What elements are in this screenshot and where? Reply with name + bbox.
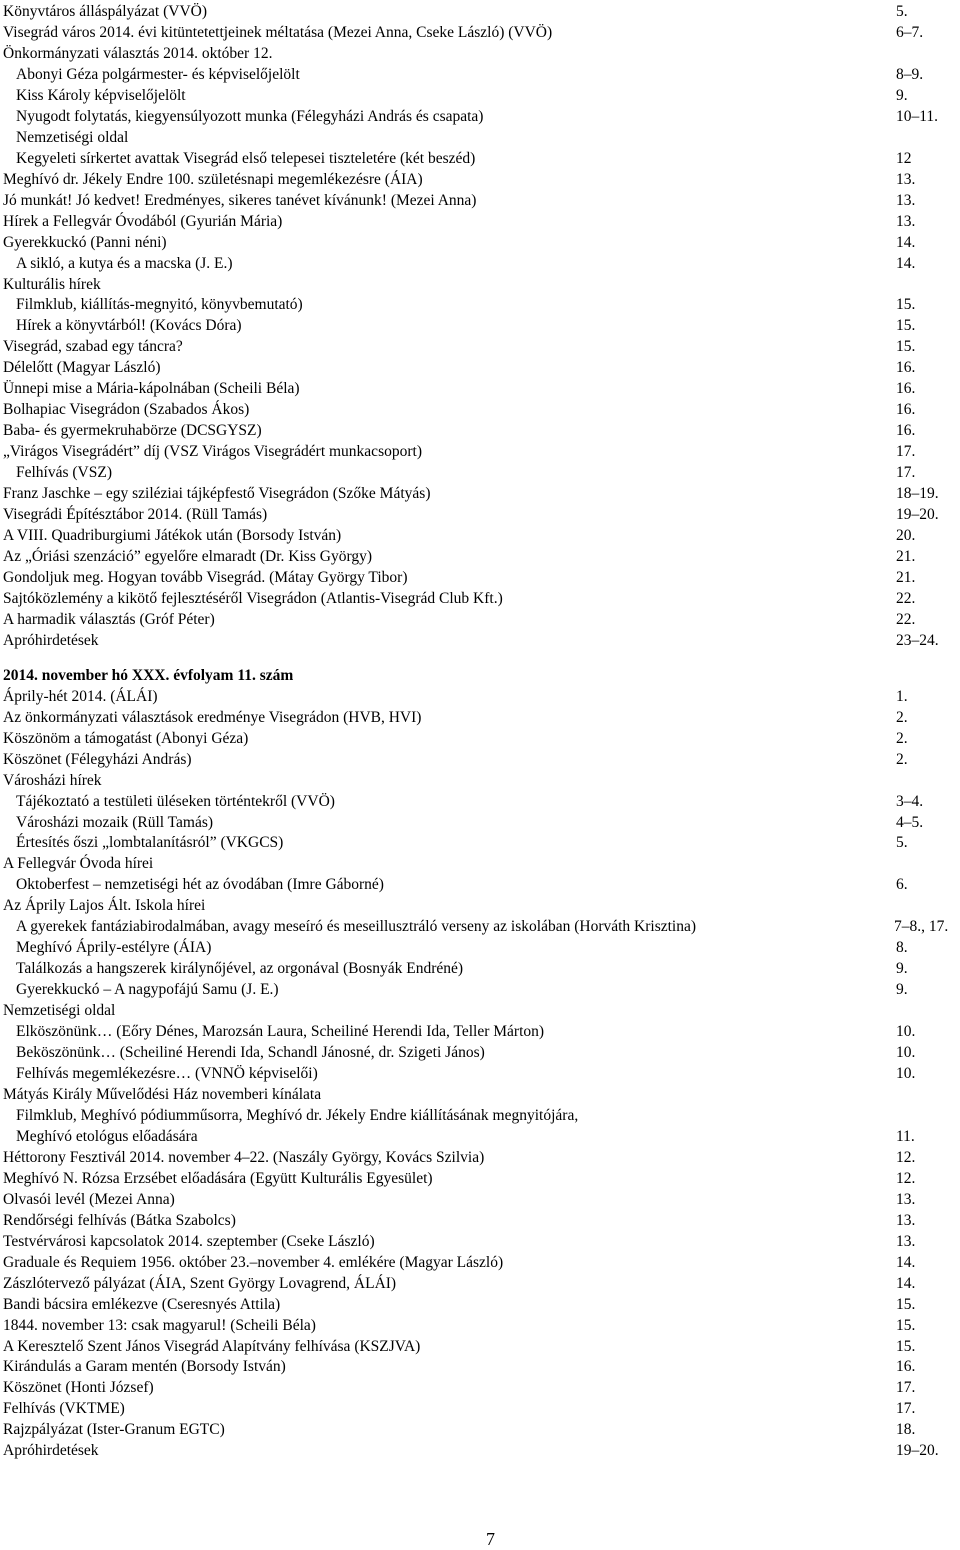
toc-entry-title: Az önkormányzati választások eredménye Visegrádon (HVB, HVI) <box>3 708 422 726</box>
toc-entry <box>0 547 960 567</box>
toc-entry <box>0 917 960 937</box>
toc-entry-title: Oktoberfest – nemzetiségi hét az óvodában (Imre Gáborné) <box>16 876 384 894</box>
toc-entry-title: Ünnepi mise a Mária-kápolnában (Scheili Béla) <box>3 380 300 398</box>
toc-entry-page: 8. <box>896 939 908 957</box>
toc-entry-title: Délelőtt (Magyar László) <box>3 359 161 377</box>
toc-entry-page: 19–20. <box>896 1442 939 1460</box>
toc-entry-page: 8–9. <box>896 65 924 83</box>
toc-entry <box>0 833 960 853</box>
toc-entry-page: 16. <box>896 359 916 377</box>
toc-entry-page: 10–11. <box>896 107 939 125</box>
toc-entry <box>0 1106 960 1126</box>
toc-entry <box>0 254 960 274</box>
toc-entry-page: 13. <box>896 212 916 230</box>
toc-entry-page: 16. <box>896 380 916 398</box>
toc-entry-title: Felhívás (VSZ) <box>16 464 113 482</box>
toc-entry <box>0 421 960 441</box>
toc-entry-page: 19–20. <box>896 506 939 523</box>
toc-entry-title: Felhívás (VKTME) <box>3 1400 125 1418</box>
toc-entry-title: Köszönet (Honti József) <box>3 1379 154 1397</box>
toc-entry-page: 21. <box>896 568 916 586</box>
toc-entry-title: Bolhapiac Visegrádon (Szabados Ákos) <box>3 401 250 419</box>
toc-entry-title: Olvasói levél (Mezei Anna) <box>3 1190 175 1208</box>
toc-entry-title: Köszönet (Félegyházi András) <box>3 750 192 768</box>
toc-entry-page: 21. <box>896 548 916 565</box>
toc-entry-page: 13. <box>896 170 916 188</box>
toc-entry-title: Az „Óriási szenzáció” egyelőre elmaradt (Dr. Kiss György) <box>3 548 372 565</box>
toc-entry-title: Tájékoztató a testületi üléseken történtekről (VVÖ) <box>16 792 335 810</box>
toc-entry-title: Visegrád, szabad egy táncra? <box>3 338 183 356</box>
toc-entry-title: Zászlótervező pályázat (ÁIA, Szent György Lovagrend, ÁLÁI) <box>3 1274 397 1292</box>
toc-entry-page: 14. <box>896 254 916 272</box>
toc-entry-page: 16. <box>896 401 916 419</box>
toc-entry <box>0 938 960 958</box>
toc-entry-page: 13. <box>896 1211 916 1229</box>
toc-entry <box>0 959 960 979</box>
toc-entry-page: 6–7. <box>896 24 924 41</box>
toc-entry-title: Elköszönünk… (Eőry Dénes, Marozsán Laura, Scheiliné Herendi Ida, Teller Márton) <box>16 1023 545 1041</box>
toc-entry <box>0 875 960 895</box>
toc-entry <box>0 854 960 874</box>
toc-entry-page: 22. <box>896 589 916 607</box>
toc-entry <box>0 1127 960 1147</box>
toc-entry-title: Köszönöm a támogatást (Abonyi Géza) <box>3 729 249 747</box>
toc-entry-title: Gyerekkuckó (Panni néni) <box>3 233 167 251</box>
toc-entry <box>0 526 960 546</box>
toc-entry-page: 10. <box>896 1065 916 1082</box>
toc-entry-page: 13. <box>896 1232 916 1250</box>
toc-entry <box>0 44 960 64</box>
toc-entry-page: 2. <box>896 750 908 768</box>
toc-entry-page: 7–8., 17. <box>894 918 949 936</box>
toc-entry-title: 1844. november 13: csak magyarul! (Scheili Béla) <box>3 1316 316 1334</box>
toc-entry <box>0 1148 960 1168</box>
toc-entry-title: Városházi mozaik (Rüll Tamás) <box>16 813 214 831</box>
toc-entry <box>0 1022 960 1042</box>
toc-entry-title: Testvérvárosi kapcsolatok 2014. szeptember (Cseke László) <box>3 1232 375 1250</box>
toc-entry <box>0 442 960 462</box>
toc-entry <box>0 896 960 916</box>
toc-entry <box>0 1441 960 1461</box>
toc-entry <box>0 792 960 812</box>
toc-entry-title: Meghívó Áprily-estélyre (ÁIA) <box>16 939 212 957</box>
toc-entry-page: 6. <box>896 876 908 894</box>
toc-entry-page: 18. <box>896 1421 916 1439</box>
toc-entry <box>0 589 960 609</box>
toc-entry-page: 15. <box>896 1316 916 1334</box>
toc-entry-title: Nemzetiségi oldal <box>3 1002 116 1020</box>
toc-entry <box>0 771 960 791</box>
toc-entry-title: Rajzpályázat (Ister-Granum EGTC) <box>3 1421 225 1439</box>
toc-entry <box>0 1420 960 1440</box>
toc-entry <box>0 337 960 357</box>
toc-entry <box>0 1169 960 1189</box>
toc-entry-title: Jó munkát! Jó kedvet! Eredményes, sikeres tanévet kívánunk! (Mezei Anna) <box>3 191 477 209</box>
issue-heading <box>0 666 960 686</box>
toc-entry <box>0 631 960 651</box>
toc-entry-title: A gyerekek fantáziabirodalmában, avagy meseíró és meseillusztráló verseny az iskolában (Horváth Krisztina) <box>16 918 697 936</box>
toc-entry <box>0 980 960 1000</box>
toc-entry-title: Apróhirdetések <box>3 1442 99 1460</box>
toc-entry-page: 22. <box>896 610 916 628</box>
toc-entry <box>0 1043 960 1063</box>
toc-entry-page: 5. <box>896 3 908 20</box>
toc-entry-page: 9. <box>896 981 908 999</box>
toc-entry <box>0 295 960 315</box>
toc-entry-page: 9. <box>896 960 908 978</box>
toc-entry <box>0 316 960 336</box>
toc-entry <box>0 65 960 85</box>
toc-entry-title: A sikló, a kutya és a macska (J. E.) <box>16 254 233 272</box>
toc-entry-title: Meghívó dr. Jékely Endre 100. születésnapi megemlékezésre (ÁIA) <box>3 170 423 188</box>
toc-entry-page: 2. <box>896 708 908 726</box>
toc-entry-page: 16. <box>896 422 916 440</box>
toc-entry <box>0 568 960 588</box>
toc-entry-title: Kiss Károly képviselőjelölt <box>16 86 186 104</box>
toc-entry-page: 17. <box>896 1400 916 1418</box>
toc-entry-page: 15. <box>896 338 916 356</box>
toc-entry <box>0 233 960 253</box>
toc-entry-title: A harmadik választás (Gróf Péter) <box>3 610 215 628</box>
toc-entry-page: 11. <box>896 1127 915 1145</box>
toc-entry-title: Gondoljuk meg. Hogyan tovább Visegrád. (Mátay György Tibor) <box>3 568 408 586</box>
toc-entry <box>0 149 960 169</box>
toc-entry-page: 14. <box>896 1274 916 1292</box>
toc-entry <box>0 1253 960 1273</box>
toc-entry-title: Kulturális hírek <box>3 275 101 293</box>
toc-entry <box>0 1295 960 1315</box>
toc-entry-title: Filmklub, kiállítás-megnyitó, könyvbemutató) <box>16 296 303 314</box>
toc-entry-page: 18–19. <box>896 485 939 503</box>
toc-entry-page: 17. <box>896 464 916 482</box>
toc-entry <box>0 1001 960 1021</box>
toc-entry-title: Nyugodt folytatás, kiegyensúlyozott munka (Félegyházi András és csapata) <box>16 107 484 125</box>
toc-entry-title: „Virágos Visegrádért” díj (VSZ Virágos Visegrádért munkacsoport) <box>3 443 422 461</box>
toc-entry-page: 12. <box>896 1169 916 1187</box>
toc-entry <box>0 708 960 728</box>
toc-entry-page: 15. <box>896 1337 916 1355</box>
toc-entry-title: Mátyás Király Művelődési Ház novemberi kínálata <box>3 1086 322 1103</box>
toc-entry <box>0 379 960 399</box>
toc-entry <box>0 23 960 43</box>
toc-entry <box>0 729 960 749</box>
toc-entry-title: Önkormányzati választás 2014. október 12. <box>3 44 273 62</box>
toc-entry <box>0 86 960 106</box>
toc-entry-page: 1. <box>896 687 908 705</box>
page-number: 7 <box>486 1529 495 1549</box>
toc-entry-title: Rendőrségi felhívás (Bátka Szabolcs) <box>3 1211 236 1229</box>
toc-entry <box>0 750 960 770</box>
toc-entry-page: 16. <box>896 1358 916 1376</box>
toc-entry-title: Gyerekkuckó – A nagypofájú Samu (J. E.) <box>16 981 279 999</box>
toc-entry <box>0 1357 960 1377</box>
toc-entry <box>0 1399 960 1419</box>
toc-entry-title: Találkozás a hangszerek királynőjével, az orgonával (Bosnyák Endréné) <box>16 960 464 978</box>
toc-entry-page: 15. <box>896 1295 916 1313</box>
toc-entry <box>0 687 960 707</box>
toc-entry-title: Graduale és Requiem 1956. október 23.–november 4. emlékére (Magyar László) <box>3 1253 504 1271</box>
toc-entry <box>0 170 960 190</box>
toc-entry-title: Visegrád város 2014. évi kitüntetettjeinek méltatása (Mezei Anna, Cseke László) (VVÖ) <box>3 24 553 41</box>
toc-entry-title: Könyvtáros álláspályázat (VVÖ) <box>3 3 208 20</box>
toc-entry-title: Meghívó etológus előadására <box>16 1127 198 1145</box>
toc-entry-page: 15. <box>896 317 916 335</box>
toc-entry <box>0 107 960 127</box>
toc-entry-title: A Keresztelő Szent János Visegrád Alapítvány felhívása (KSZJVA) <box>3 1337 421 1355</box>
toc-entry <box>0 400 960 420</box>
toc-entry <box>0 610 960 630</box>
toc-entry-title: Abonyi Géza polgármester- és képviselőjelölt <box>16 65 300 83</box>
toc-entry-page: 12 <box>896 149 912 167</box>
toc-entry-page: 4–5. <box>896 813 924 831</box>
toc-entry <box>0 191 960 211</box>
toc-entry-title: Kegyeleti sírkertet avattak Visegrád első telepesei tiszteletére (két beszéd) <box>16 149 476 167</box>
toc-entry <box>0 2 960 22</box>
toc-entry <box>0 463 960 483</box>
toc-entry <box>0 484 960 504</box>
toc-entry <box>0 1064 960 1084</box>
toc-entry-title: Hírek a Fellegvár Óvodából (Gyurián Mária) <box>3 212 283 230</box>
toc-entry-title: A VIII. Quadriburgiumi Játékok után (Borsody István) <box>3 527 342 544</box>
toc-entry-title: Meghívó N. Rózsa Erzsébet előadására (Együtt Kulturális Egyesület) <box>3 1169 433 1187</box>
toc-entry <box>0 275 960 295</box>
toc-entry-title: Baba- és gyermekruhabörze (DCSGYSZ) <box>3 422 262 440</box>
toc-entry-page: 17. <box>896 1379 916 1397</box>
toc-entry-page: 5. <box>896 834 908 852</box>
toc-entry-title: Bandi bácsira emlékezve (Cseresnyés Attila) <box>3 1295 281 1313</box>
toc-entry-title: Az Áprily Lajos Ált. Iskola hírei <box>3 897 206 915</box>
toc-entry-page: 2. <box>896 729 908 747</box>
toc-entry-title: Áprily-hét 2014. (ÁLÁI) <box>3 687 158 705</box>
toc-entry-page: 3–4. <box>896 792 924 810</box>
toc-entry-page: 14. <box>896 1253 916 1271</box>
toc-entry-title: Nemzetiségi oldal <box>16 128 129 146</box>
toc-entry <box>0 358 960 378</box>
toc-entry-title: Apróhirdetések <box>3 631 99 649</box>
toc-entry <box>0 212 960 232</box>
toc-entry-title: Hírek a könyvtárból! (Kovács Dóra) <box>16 317 242 335</box>
toc-entry-title: 2014. november hó XXX. évfolyam 11. szám <box>3 666 294 684</box>
toc-entry <box>0 1211 960 1231</box>
toc-entry-title: Városházi hírek <box>3 771 102 789</box>
toc-entry <box>0 1274 960 1294</box>
toc-entry <box>0 1337 960 1357</box>
toc-entry-page: 13. <box>896 191 916 209</box>
toc-entry <box>0 1190 960 1210</box>
toc-entry-title: Beköszönünk… (Scheiliné Herendi Ida, Schandl Jánosné, dr. Szigeti János) <box>16 1044 485 1061</box>
toc-entry-page: 23–24. <box>896 631 939 649</box>
toc-entry-title: Felhívás megemlékezésre… (VNNÖ képviselői) <box>16 1065 318 1082</box>
toc-entry <box>0 1378 960 1398</box>
toc-entry <box>0 1316 960 1336</box>
toc-entry <box>0 1232 960 1252</box>
toc-entry <box>0 813 960 833</box>
toc-entry-page: 20. <box>896 527 916 544</box>
toc-entry-page: 10. <box>896 1023 916 1041</box>
toc-entry-page: 14. <box>896 233 916 251</box>
toc-entry <box>0 1085 960 1105</box>
toc-entry-title: Visegrádi Építésztábor 2014. (Rüll Tamás) <box>3 506 268 523</box>
toc-entry-page: 13. <box>896 1190 916 1208</box>
toc-entry-page: 9. <box>896 86 908 104</box>
toc-entry-page: 10. <box>896 1044 916 1061</box>
toc-entry-title: Kirándulás a Garam mentén (Borsody István) <box>3 1358 286 1376</box>
toc-entry-title: Sajtóközlemény a kikötő fejlesztéséről Visegrádon (Atlantis-Visegrád Club Kft.) <box>3 589 503 607</box>
toc-entry-title: Értesítés őszi „lombtalanításról” (VKGCS) <box>16 834 284 852</box>
toc-entry-title: Héttorony Fesztivál 2014. november 4–22. (Naszály György, Kovács Szilvia) <box>3 1148 485 1166</box>
toc-entry-title: Franz Jaschke – egy sziléziai tájképfestő Visegrádon (Szőke Mátyás) <box>3 485 431 503</box>
toc-entry-title: Filmklub, Meghívó pódiumműsorra, Meghívó dr. Jékely Endre kiállításának megnyitójára, <box>16 1106 579 1124</box>
toc-entry-title: A Fellegvár Óvoda hírei <box>3 855 154 873</box>
toc-entry-page: 15. <box>896 296 916 314</box>
toc-entry <box>0 505 960 525</box>
toc-entry-page: 17. <box>896 443 916 461</box>
toc-entry <box>0 128 960 148</box>
toc-entry-page: 12. <box>896 1148 916 1166</box>
